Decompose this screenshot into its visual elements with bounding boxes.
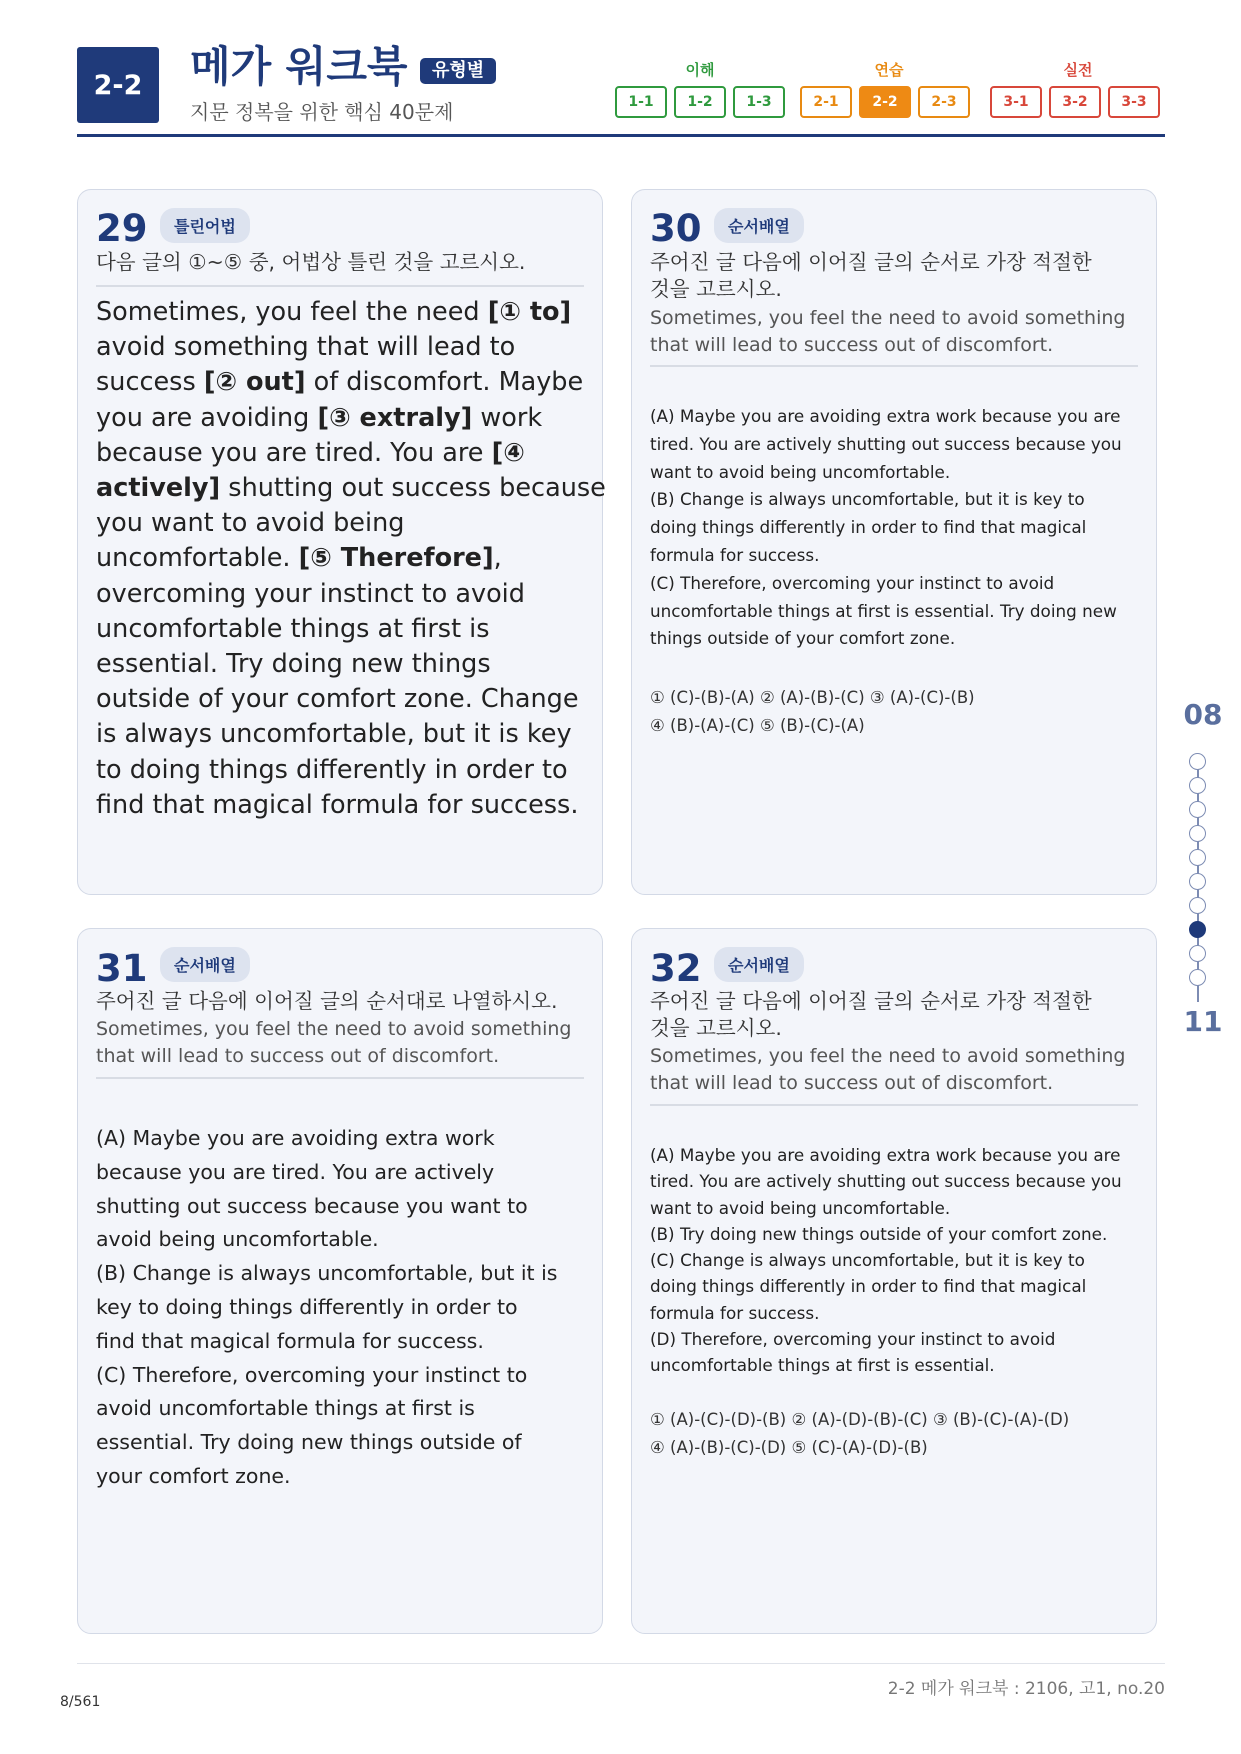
- section-dot[interactable]: [1189, 969, 1206, 986]
- question-number: 31: [96, 947, 148, 990]
- level-group-label-real: 실전: [1063, 61, 1093, 79]
- level-3-1-button[interactable]: 3-1: [990, 86, 1042, 118]
- section-start-number: 08: [1183, 698, 1223, 731]
- question-number: 30: [650, 207, 702, 250]
- level-group-label-understand: 이해: [685, 61, 715, 79]
- question-number: 32: [650, 947, 702, 990]
- footer-source: 2-2 메가 워크북 : 2106, 고1, no.20: [887, 1679, 1165, 1699]
- section-dot-current[interactable]: [1189, 921, 1206, 938]
- page-subtitle: 지문 정복을 위한 핵심 40문제: [190, 100, 454, 124]
- question-instruction: 주어진 글 다음에 이어질 글의 순서로 가장 적절한 것을 고르시오.: [650, 989, 1092, 1040]
- answer-choices: ① (A)-(C)-(D)-(B) ② (A)-(D)-(B)-(C) ③ (B)-(C)-(A)-(D) ④ (A)-(B)-(C)-(D) ⑤ (C)-(A)-(D)-(B): [650, 1410, 1070, 1457]
- level-3-3-button[interactable]: 3-3: [1108, 86, 1160, 118]
- separator: [650, 365, 1138, 367]
- separator: [96, 1077, 584, 1079]
- separator: [650, 1104, 1138, 1106]
- type-badge: 유형별: [420, 58, 496, 84]
- page-number: 8/561: [60, 1694, 101, 1710]
- section-dot[interactable]: [1189, 825, 1206, 842]
- question-type-tag: 순서배열: [714, 208, 804, 243]
- section-dot[interactable]: [1189, 897, 1206, 914]
- question-number: 29: [96, 207, 148, 250]
- section-end-number: 11: [1183, 1005, 1223, 1038]
- footer-divider: [77, 1663, 1165, 1664]
- passage-text: Sometimes, you feel the need [① to] avoid something that will lead to success [② out] of discomfort. Maybe you are avoiding [③ extraly] work because you are tired. You are [④ actively] shutting out success because you want to avoid being uncomfortable. [⑤ Therefore], overcoming your instinct to avoid uncomfortable things at first is essential. Try doing new things outside of your comfort zone. Change is always uncomfortable, but it is key to doing things differently in order to find that magical formula for success.: [96, 297, 606, 820]
- level-1-2-button[interactable]: 1-2: [674, 86, 726, 118]
- level-group-label-practice: 연습: [874, 61, 904, 79]
- question-instruction: 주어진 글 다음에 이어질 글의 순서대로 나열하시오.: [96, 989, 558, 1013]
- section-dot[interactable]: [1189, 801, 1206, 818]
- section-dot[interactable]: [1189, 753, 1206, 770]
- section-dot[interactable]: [1189, 873, 1206, 890]
- question-instruction: 다음 글의 ①~⑤ 중, 어법상 틀린 것을 고르시오.: [96, 250, 526, 274]
- question-type-tag: 순서배열: [714, 947, 804, 982]
- level-1-3-button[interactable]: 1-3: [733, 86, 785, 118]
- page-title: 메가 워크북: [190, 42, 408, 91]
- question-type-tag: 순서배열: [160, 947, 250, 982]
- passage-paragraphs: (A) Maybe you are avoiding extra work because you are tired. You are actively shutting out success because you want to avoid being uncomfortable. (B) Change is always uncomfortable, but it is key to doing things differently in order to find that magical formula for success. (C) Therefore, overcoming your instinct to avoid uncomfortable things at first is essential. Try doing new things outside of your comfort zone.: [650, 406, 1122, 649]
- level-2-2-button[interactable]: 2-2: [859, 86, 911, 118]
- passage-paragraphs: (A) Maybe you are avoiding extra work because you are tired. You are actively shutting out success because you want to avoid being uncomfortable. (B) Change is always uncomfortable, but it is key to doing things differently in order to find that magical formula for success. (C) Therefore, overcoming your instinct to avoid uncomfortable things at first is essential. Try doing new things outside of your comfort zone.: [96, 1126, 558, 1488]
- question-instruction: 주어진 글 다음에 이어질 글의 순서로 가장 적절한 것을 고르시오.: [650, 250, 1092, 301]
- level-1-1-button[interactable]: 1-1: [615, 86, 667, 118]
- level-3-2-button[interactable]: 3-2: [1049, 86, 1101, 118]
- answer-choices: ① (C)-(B)-(A) ② (A)-(B)-(C) ③ (A)-(C)-(B) ④ (B)-(A)-(C) ⑤ (B)-(C)-(A): [650, 688, 975, 735]
- passage-paragraphs: (A) Maybe you are avoiding extra work because you are tired. You are actively shutting out success because you want to avoid being uncomfortable. (B) Try doing new things outside of your comfort zone. (C) Change is always uncomfortable, but it is key to doing things differently in order to find that magical formula for success. (D) Therefore, overcoming your instinct to avoid uncomfortable things at first is essential.: [650, 1145, 1122, 1376]
- separator: [96, 285, 584, 287]
- given-sentence: Sometimes, you feel the need to avoid something that will lead to success out of discomfort.: [650, 307, 1126, 356]
- section-dot[interactable]: [1189, 849, 1206, 866]
- header-divider: [77, 134, 1165, 137]
- level-2-1-button[interactable]: 2-1: [800, 86, 852, 118]
- unit-badge: 2-2: [77, 47, 159, 123]
- level-2-3-button[interactable]: 2-3: [918, 86, 970, 118]
- given-sentence: Sometimes, you feel the need to avoid something that will lead to success out of discomfort.: [650, 1045, 1126, 1094]
- section-dot[interactable]: [1189, 777, 1206, 794]
- question-type-tag: 틀린어법: [160, 208, 250, 243]
- section-dot[interactable]: [1189, 945, 1206, 962]
- given-sentence: Sometimes, you feel the need to avoid something that will lead to success out of discomfort.: [96, 1018, 572, 1067]
